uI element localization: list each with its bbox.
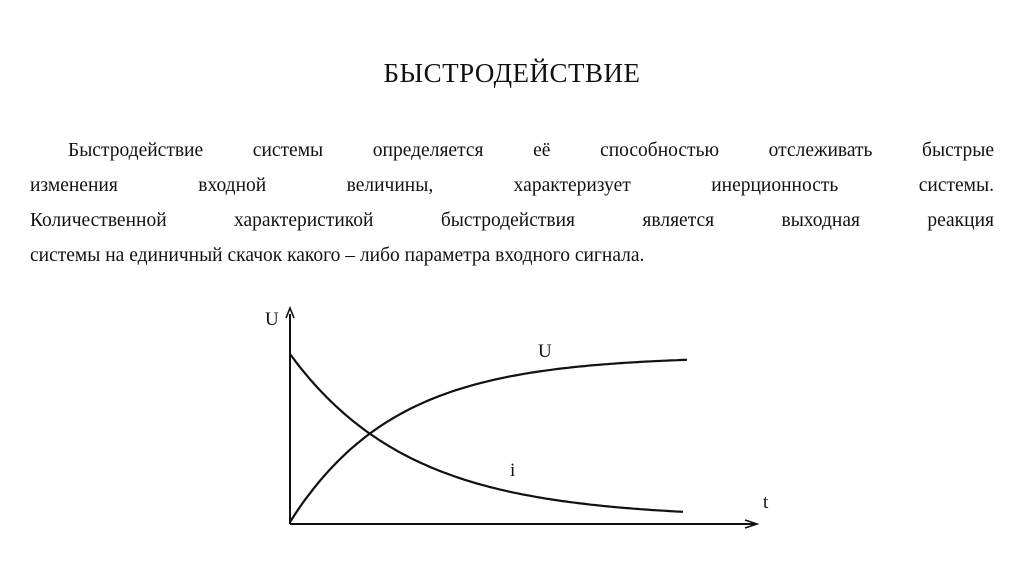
slide-title: БЫСТРОДЕЙСТВИЕ: [383, 58, 641, 88]
series-line-i: [290, 354, 683, 512]
paragraph-line: системы на единичный скачок какого – либо параметра входного сигнала.: [30, 245, 645, 266]
x-axis-label: t: [763, 492, 769, 513]
series-line-u: [290, 360, 687, 522]
paragraph-line: Количественной характеристикой быстродействия является выходная реакция: [30, 210, 994, 231]
series-label-i: i: [510, 460, 516, 481]
paragraph-line: изменения входной величины, характеризует инерционность системы.: [30, 175, 994, 196]
y-axis-label: U: [265, 309, 279, 330]
series-label-u: U: [538, 341, 552, 362]
paragraph-line: Быстродействие системы определяется её способностью отслеживать быстрые: [68, 140, 994, 161]
transient-response-graph: [255, 296, 785, 536]
